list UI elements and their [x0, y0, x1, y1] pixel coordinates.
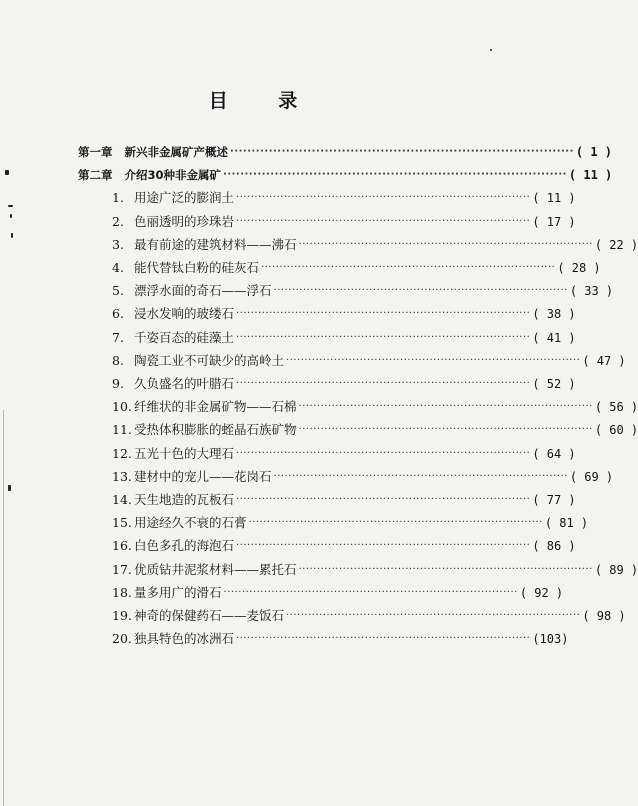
- toc-entry-title: 神奇的保健药石——麦饭石: [134, 608, 285, 623]
- toc-dot-leader: ················································································: [236, 192, 531, 204]
- toc-chapter-entry: [78, 142, 613, 162]
- toc-section-entry: [112, 397, 638, 417]
- toc-chapter-entry: [78, 165, 613, 185]
- toc-entry-number: 7.: [112, 329, 124, 345]
- toc-dot-leader: ················································································: [236, 633, 531, 645]
- toc-page-number: ( 1 ): [575, 145, 613, 159]
- toc-entry-title: 新兴非金属矿产概述: [124, 145, 228, 159]
- toc-page-number: ( 22 ): [594, 237, 638, 252]
- toc-section-entry: [112, 560, 638, 580]
- toc-page-number: ( 56 ): [594, 400, 638, 415]
- toc-page-number: (103): [532, 632, 569, 647]
- toc-dot-leader: ················································································: [286, 354, 581, 366]
- toc-section-entry: [112, 374, 576, 394]
- scan-speck: [10, 214, 12, 218]
- scan-speck: [8, 205, 13, 207]
- toc-entry-title: 用途经久不衰的石膏: [134, 515, 247, 531]
- toc-entry-title: 独具特色的冰洲石: [134, 631, 235, 647]
- toc-page-number: ( 28 ): [557, 261, 601, 275]
- toc-dot-leader: ················································································: [230, 146, 574, 157]
- toc-section-entry: [112, 513, 589, 533]
- toc-entry-title: 用途广泛的膨润土: [134, 190, 235, 206]
- toc-dot-leader: ················································································: [236, 308, 531, 320]
- toc-entry-number: 9.: [112, 376, 124, 391]
- toc-page-number: ( 92 ): [519, 585, 564, 600]
- toc-entry-title: 最有前途的建筑材料——沸石: [134, 236, 297, 252]
- toc-entry-number: 1.: [112, 190, 124, 206]
- scan-margin-line: [3, 410, 4, 806]
- toc-entry-number: 19.: [112, 608, 132, 623]
- toc-section-entry: [112, 328, 576, 348]
- toc-entry-number: 8.: [112, 352, 124, 368]
- toc-page-number: ( 86 ): [532, 539, 576, 554]
- scan-speck: [8, 485, 11, 491]
- toc-dot-leader: ················································································: [273, 285, 568, 297]
- toc-section-entry: [112, 536, 576, 556]
- toc-entry-title: 白色多孔的海泡石: [134, 538, 235, 554]
- toc-page-number: ( 98 ): [582, 609, 626, 623]
- toc-entry-number: 13.: [112, 468, 132, 484]
- toc-entry-number: 12.: [112, 445, 132, 461]
- toc-page-number: ( 69 ): [569, 469, 614, 484]
- toc-dot-leader: ················································································: [236, 378, 531, 389]
- toc-entry-title: 天生地造的瓦板石: [134, 492, 235, 507]
- toc-page-number: ( 52 ): [532, 377, 576, 391]
- toc-dot-leader: ················································································: [223, 586, 518, 598]
- toc-dot-leader: ················································································: [298, 238, 593, 250]
- toc-entry-title: 五光十色的大理石: [134, 445, 235, 461]
- toc-section-entry: [112, 212, 576, 232]
- page-title: 目 录: [208, 90, 320, 112]
- toc-section-entry: [112, 188, 576, 208]
- toc-dot-leader: ················································································: [236, 331, 531, 343]
- scan-speck: [11, 233, 13, 238]
- toc-entry-number: 20.: [112, 631, 132, 647]
- toc-entry-title: 色丽透明的珍珠岩: [134, 213, 235, 229]
- toc-entry-number: 4.: [112, 260, 124, 275]
- toc-entry-number: 第二章: [78, 168, 113, 183]
- toc-entry-number: 15.: [112, 515, 132, 531]
- toc-entry-number: 17.: [112, 561, 132, 577]
- toc-entry-title: 漂浮水面的奇石——浮石: [134, 283, 272, 299]
- toc-entry-number: 16.: [112, 538, 132, 554]
- toc-entry-number: 14.: [112, 492, 132, 507]
- toc-entry-title: 久负盛名的叶腊石: [134, 376, 235, 391]
- toc-section-entry: [112, 258, 601, 278]
- toc-entry-title: 量多用广的滑石: [134, 584, 222, 600]
- toc-entry-number: 18.: [112, 584, 132, 600]
- toc-dot-leader: ················································································: [236, 215, 531, 227]
- toc-section-entry: [112, 351, 626, 371]
- toc-dot-leader: ················································································: [298, 563, 593, 575]
- toc-section-entry: [112, 304, 576, 324]
- toc-entry-title: 浸水发响的玻缕石: [134, 306, 235, 322]
- toc-page-number: ( 38 ): [532, 307, 576, 322]
- toc-dot-leader: ················································································: [286, 610, 581, 621]
- toc-dot-leader: ················································································: [261, 262, 556, 273]
- toc-section-entry: [112, 235, 638, 255]
- toc-entry-number: 第一章: [78, 145, 113, 159]
- toc-entry-number: 3.: [112, 236, 124, 252]
- toc-dot-leader: ················································································: [236, 494, 531, 505]
- toc-entry-title: 介绍30种非金属矿: [124, 168, 222, 183]
- toc-page-number: ( 33 ): [569, 284, 614, 299]
- toc-section-entry: [112, 490, 576, 510]
- toc-entry-title: 陶瓷工业不可缺少的高岭土: [134, 352, 285, 368]
- toc-section-entry: [112, 583, 564, 603]
- toc-entry-number: 10.: [112, 399, 132, 415]
- toc-page-number: ( 64 ): [532, 446, 576, 461]
- toc-entry-title: 千姿百态的硅藻土: [134, 329, 235, 345]
- toc-page-number: ( 41 ): [532, 330, 576, 345]
- toc-page-number: ( 47 ): [582, 353, 626, 368]
- toc-dot-leader: ················································································: [298, 424, 593, 436]
- toc-dot-leader: ················································································: [248, 517, 543, 529]
- toc-section-entry: [112, 629, 569, 649]
- toc-page-number: ( 11 ): [532, 191, 576, 206]
- toc-section-entry: [112, 467, 614, 487]
- toc-page-number: ( 60 ): [594, 423, 638, 438]
- toc-section-entry: [112, 420, 638, 440]
- toc-entry-title: 纤维状的非金属矿物——石棉: [134, 399, 297, 415]
- toc-entry-number: 11.: [112, 422, 132, 438]
- toc-dot-leader: ················································································: [273, 470, 568, 482]
- toc-section-entry: [112, 444, 576, 464]
- toc-entry-title: 建材中的宠儿——花岗石: [134, 468, 272, 484]
- toc-page-number: ( 89 ): [594, 562, 638, 577]
- toc-page-number: ( 77 ): [532, 493, 576, 507]
- toc-section-entry: [112, 606, 626, 626]
- scan-speck: [5, 170, 9, 175]
- toc-entry-number: 5.: [112, 283, 124, 299]
- toc-entry-title: 能代替钛白粉的硅灰石: [134, 260, 260, 275]
- toc-entry-title: 受热体积膨胀的蛭晶石族矿物: [134, 422, 297, 438]
- toc-dot-leader: ················································································: [223, 169, 567, 181]
- toc-entry-number: 6.: [112, 306, 124, 322]
- toc-dot-leader: ················································································: [298, 401, 593, 413]
- toc-dot-leader: ················································································: [236, 447, 531, 459]
- toc-entry-number: 2.: [112, 213, 124, 229]
- scan-speck: [490, 49, 492, 51]
- toc-page-number: ( 11 ): [568, 168, 613, 183]
- toc-dot-leader: ················································································: [236, 540, 531, 552]
- toc-entry-title: 优质钻井泥浆材料——累托石: [134, 561, 297, 577]
- toc-section-entry: [112, 281, 614, 301]
- toc-page-number: ( 17 ): [532, 214, 576, 229]
- toc-page-number: ( 81 ): [544, 516, 589, 531]
